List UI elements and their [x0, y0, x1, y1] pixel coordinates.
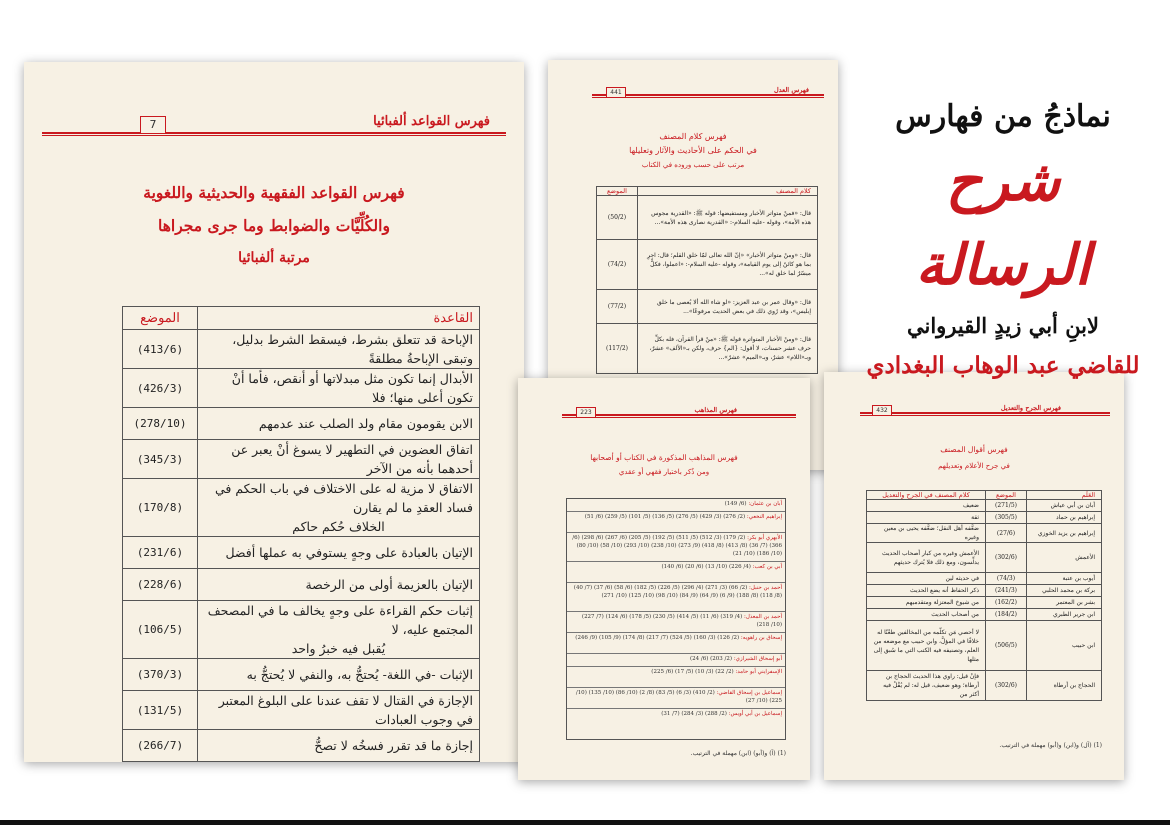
entry-name: الإسفرايني أبو حامد:: [735, 669, 782, 675]
entry-name: إسماعيل بن إسحاق القاضي:: [716, 690, 782, 696]
rule-text: إجازة ما قد تقرر فسخُه لا تصحُّ: [198, 730, 480, 762]
page-schools-index: [518, 378, 810, 780]
critique-text: من أصحاب الحديث: [867, 609, 986, 621]
page-rules-index: [24, 62, 524, 762]
table-row: [867, 597, 1102, 609]
person-name: أبان بن أبي عياش: [1027, 500, 1102, 512]
rule-location: (266/7): [123, 730, 198, 762]
critique-text: من شيوخ المعتزلة ومتقدميهم: [867, 597, 986, 609]
person-name: ابن حبيب: [1027, 621, 1102, 671]
entry-location: (302/6): [986, 543, 1027, 573]
list-item: [567, 667, 785, 688]
table-row: [867, 543, 1102, 573]
rule-location: (231/6): [123, 537, 198, 569]
heading-line-3: مرتبة ألفبائيا: [238, 250, 310, 266]
col-header-location: الموضع: [986, 491, 1027, 500]
list-item: [567, 654, 785, 667]
statement-location: (117/2): [597, 324, 638, 374]
list-item: [567, 562, 785, 583]
list-item: [567, 688, 785, 709]
table-row: [597, 324, 818, 374]
page-header: [824, 402, 1124, 418]
table-row: [123, 408, 480, 440]
col-header-name: العَلَم: [1027, 491, 1102, 500]
title-subtitle: لابنِ أبي زيدٍ القيرواني: [906, 313, 1100, 338]
table-row: [597, 240, 818, 290]
col-header-location: الموضع: [597, 187, 638, 196]
table-header-row: [867, 491, 1102, 500]
critique-text: في حديثه لين: [867, 573, 986, 585]
heading-line-1: فهرس القواعد الفقهية والحديثية واللغوية: [143, 183, 405, 202]
entry-refs: (2/ 203) (6/ 24): [689, 656, 733, 662]
table-row: [123, 691, 480, 730]
table-row: [597, 196, 818, 240]
rule-location: (228/6): [123, 569, 198, 601]
table-header-row: [597, 187, 818, 196]
col-header-text: كلام المصنف في الجرح والتعديل: [867, 491, 986, 500]
rule-location: (131/5): [123, 691, 198, 730]
table-row: [123, 369, 480, 408]
entry-refs: (6/ 149): [724, 501, 747, 507]
list-item: [567, 612, 785, 633]
entry-name: أبو إسحاق الشيرازي:: [733, 656, 782, 662]
statement-text: قال: «فمنْ متواتر الأخبار ومستفيضها: قوله ﷺ: «القدرية مجوس هذه الأمة»، وقوله -عليه السلام-: «القدرية نصارى هذه الأمة»...: [638, 196, 818, 240]
index-heading: [24, 176, 524, 275]
rule-text: اتفاق العضوين في التطهير لا يسوغ أنْ يعبر عن أحدهما بأنه من الآخر: [198, 440, 480, 479]
rule-location: (278/10): [123, 408, 198, 440]
table-row: [123, 330, 480, 369]
table-row: [867, 500, 1102, 512]
statement-text: قال: «ومنْ متواتر الأخبار» «إنّ الله تعالى لمّا خلق القلم؛ قال: اجرِ بما هو كائنٌ إلى يوم القيامة»، وقوله -عليه السلام-: «اعملوا، فكلٌّ ميسّرٌ لما خلق له»...: [638, 240, 818, 290]
table-row: [867, 621, 1102, 671]
person-name: بشر بن المعتمر: [1027, 597, 1102, 609]
person-name: أيوب بن عتبة: [1027, 573, 1102, 585]
entry-name: إسماعيل بن أبي أويس:: [728, 711, 782, 717]
rule-location: (370/3): [123, 659, 198, 691]
critique-text: فإنْ قيل: راوي هذا الحديث الحجاج بن أرطاة؛ وهو ضعيف، قيل له: لم يُقْلْ فيه أكثر من: [867, 671, 986, 701]
person-name: الأعمش: [1027, 543, 1102, 573]
header-title: فهرس القواعد ألفبائيا: [369, 114, 494, 129]
table-row: [123, 730, 480, 762]
index-heading: [518, 450, 810, 480]
entry-refs: (2/ 66) (3/ 271) (4/ 296) (5/ 226) (5/ 182) (6/ 58) (6/ 37) (7/ 40) (8/ 118) (8/ 188) (9/ 6) (9/ 64) (9/ 84) (10/ 98) (10/ 125) (10/ 271): [573, 585, 782, 599]
rule-location: (345/3): [123, 440, 198, 479]
page-number: 7: [140, 116, 166, 134]
entry-location: (162/2): [986, 597, 1027, 609]
col-header-location: الموضع: [123, 307, 198, 330]
heading-line-2: ومن ذُكر باختيار فقهي أو عقدي: [618, 468, 710, 476]
table-row: [123, 440, 480, 479]
entry-name: إسحاق بن راهويه:: [740, 635, 782, 641]
bottom-border: [0, 820, 1170, 825]
critique-text: ضعيف: [867, 500, 986, 512]
heading-line-3: مرتب على حسب وروده في الكتاب: [641, 161, 745, 169]
person-name: إبراهيم بن حماد: [1027, 512, 1102, 524]
table-row: [123, 479, 480, 537]
person-name: ابن جرير الطبري: [1027, 609, 1102, 621]
rule-text: [198, 601, 480, 659]
entry-location: (74/3): [986, 573, 1027, 585]
entry-location: (27/6): [986, 524, 1027, 543]
statement-location: (50/2): [597, 196, 638, 240]
entry-name: أحمد بن حنبل:: [749, 585, 782, 591]
criticism-table: [866, 490, 1102, 701]
rule-text: [198, 479, 480, 537]
entry-name: أحمد بن المعذل:: [744, 614, 782, 620]
list-item: [567, 709, 785, 721]
table-row: [867, 524, 1102, 543]
entry-location: (184/2): [986, 609, 1027, 621]
table-row: [123, 601, 480, 659]
rule-text: الإجازة في القتال لا تقف عندنا على البلوغ المعتبر في وجوب العبادات: [198, 691, 480, 730]
statement-text: قال: «وقال عمر بن عبد العزيز: «لو شاء الله ألا يُعصى ما خلق إبليس»، وقد رُوي ذلك في بعض الحديث مرفوعًا»...: [638, 290, 818, 324]
entry-refs: (2/ 276) (3/ 429) (5/ 276) (5/ 136) (5/ 101) (5/ 259) (6/ 51): [584, 514, 746, 520]
rule-location: (106/5): [123, 601, 198, 659]
table-row: [597, 290, 818, 324]
page-number: 441: [606, 87, 626, 98]
entry-name: إبراهيم النخعي:: [746, 514, 782, 520]
list-item: [567, 512, 785, 533]
page-header: [518, 404, 810, 420]
rule-text: الإتيان بالعبادة على وجهٍ يستوفي به عملها أفضل: [198, 537, 480, 569]
rule-location: (170/8): [123, 479, 198, 537]
header-title: فهرس العدل: [771, 86, 812, 94]
author-statements-table: [596, 186, 818, 374]
rule-text-line-2: يُقبل فيه خبرُ واحد: [291, 641, 386, 656]
heading-line-1: فهرس أقوال المصنف: [940, 445, 1008, 454]
rule-text-line-2: الخلاف حُكم حاكم: [292, 519, 385, 534]
list-item: [567, 499, 785, 512]
statement-location: (77/2): [597, 290, 638, 324]
entry-refs: (2/ 179) (3/ 512) (5/ 511) (5/ 192) (5/ 205) (6/ 267) (6/ 298) (6/ 366) (7/ 36) (8/ 413) (8/ 418) (9/ 273) (10/ 238) (10/ 293) (10/ 58) (10/ 80) (10/ 186) (10/ 21): [572, 535, 782, 557]
critique-text: ضعَّفه أهل النقل؛ ضعَّفه يحيى بن معين وغيره: [867, 524, 986, 543]
rule-text: الابن يقومون مقام ولد الصلب عند عدمهم: [198, 408, 480, 440]
critique-text: ثقة: [867, 512, 986, 524]
page-criticism-index: [824, 372, 1124, 780]
table-row: [867, 671, 1102, 701]
entry-refs: (4/ 226) (10/ 13) (6/ 20) (6/ 140): [661, 564, 751, 570]
heading-line-1: فهرس المذاهب المذكورة في الكتاب أو أصحابها: [590, 453, 738, 462]
table-header-row: [123, 307, 480, 330]
entry-location: (271/5): [986, 500, 1027, 512]
book-title-block: [858, 95, 1148, 379]
page-header: [548, 84, 838, 100]
entry-refs: (4/ 319) (6/ 11) (5/ 414) (5/ 230) (5/ 178) (6/ 124) (7/ 227) (10/ 218): [581, 614, 782, 628]
list-item: [567, 633, 785, 654]
table-row: [123, 569, 480, 601]
list-item: [567, 533, 785, 562]
schools-list: [566, 498, 786, 740]
book-main-title: شرح الرسالة: [915, 148, 1091, 298]
heading-line-2: في جرح الأعلام وتعديلهم: [938, 462, 1010, 470]
entry-refs: (2/ 288) (3/ 284) (7/ 31): [661, 711, 727, 717]
entry-location: (506/5): [986, 621, 1027, 671]
entry-refs: (2/ 410) (3/ 6) (5/ 83) (8/ 2) (10/ 86) (10/ 135) (10/ 225) (10/ 27): [575, 690, 782, 704]
statement-text: قال: «ومنْ الأخبار المتواترة قوله ﷺ: «منْ قرأ القرآن، فله بكلِّ حرف عشر حسنات، لا أقول: {الم} حرف، ولكن بـ«الألف» عشرٌ، وبـ«اللام» عشرٌ، وبـ«الميم» عشرٌ»...: [638, 324, 818, 374]
index-heading: [548, 130, 838, 172]
entry-location: (302/6): [986, 671, 1027, 701]
list-item: [567, 583, 785, 612]
critique-text: لا أحصي مَن تكلّمه من المخالفين طعْنًا له خلافًا في المؤلَّ، وابن حبيب مع موضعه من العلم، وتصنيفه فيه الكتب التي ما سُبق إلى مثلها: [867, 621, 986, 671]
rule-text-line-1: إثبات حكم القراءة على وجهٍ يخالف ما في المصحف المجتمع عليه، لا: [207, 603, 473, 637]
critique-text: ذكر الحفاظ أنه يضع الحديث: [867, 585, 986, 597]
rule-text: الإتيان بالعزيمة أولى من الرخصة: [198, 569, 480, 601]
person-name: الحجاج بن أرطاة: [1027, 671, 1102, 701]
header-title: فهرس المذاهب: [692, 406, 740, 414]
table-row: [867, 585, 1102, 597]
page-number: 223: [576, 407, 596, 418]
rule-text: الإباحة قد تتعلق بشرط، فيسقط الشرط بدليل، وتبقى الإباحةُ مطلقةً: [198, 330, 480, 369]
rules-table: [122, 306, 480, 762]
rule-text-line-1: الاتفاق لا مزية له على الاختلاف في باب الحكم في فساد العقدِ ما لم يقارن: [214, 481, 473, 515]
title-top-line: نماذجُ من فهارس: [895, 99, 1111, 134]
entry-name: أبي بن كعب:: [752, 564, 782, 570]
rule-text: الأبدال إنما تكون مثل مبدلاتها أو أنقص، فأما أنْ تكون أعلى منها؛ فلا: [198, 369, 480, 408]
critique-text: الأعمش وغيره من كبار أصحاب الحديث يدلِّسون، ومع ذلك فلا يُترك حديثهم: [867, 543, 986, 573]
entry-location: (241/3): [986, 585, 1027, 597]
entry-refs: (2/ 22) (3/ 10) (5/ 17) (6/ 225): [651, 669, 734, 675]
person-name: إبراهيم بن يزيد الخوزي: [1027, 524, 1102, 543]
entry-name: أبان بن عثمان:: [748, 501, 782, 507]
table-row: [867, 573, 1102, 585]
heading-line-1: فهرس كلام المصنف: [659, 132, 727, 141]
page-header: [24, 114, 524, 138]
table-row: [867, 512, 1102, 524]
title-author: للقاضي عبد الوهاب البغدادي: [866, 352, 1140, 379]
col-header-rule: القاعدة: [198, 307, 480, 330]
person-name: بركة بن محمد الحلبي: [1027, 585, 1102, 597]
footnote: (1) (آ) و(أبو) (ابن) مهملة في الترتيب.: [690, 750, 786, 757]
heading-line-2: والكُلِّيَّات والضوابط وما جرى مجراها: [158, 216, 390, 235]
table-row: [123, 659, 480, 691]
statement-location: (74/2): [597, 240, 638, 290]
col-header-text: كلام المصنف: [638, 187, 818, 196]
footnote: (1) (آل) و(ابن) و(أبو) مهملة في الترتيب.: [999, 742, 1102, 749]
heading-line-2: في الحكم على الأحاديث والآثار وتعليلها: [629, 146, 757, 155]
rule-text: الإثبات -في اللغة- يُحتجُّ به، والنفي لا يُحتجُّ به: [198, 659, 480, 691]
index-heading: [824, 442, 1124, 474]
rule-location: (413/6): [123, 330, 198, 369]
table-row: [123, 537, 480, 569]
rule-location: (426/3): [123, 369, 198, 408]
entry-refs: (2/ 126) (3/ 160) (5/ 524) (7/ 217) (8/ 174) (9/ 105) (9/ 246): [575, 635, 740, 641]
table-row: [867, 609, 1102, 621]
page-number: 432: [872, 405, 892, 416]
entry-name: الأبهري أبو بكر:: [747, 535, 782, 541]
header-title: فهرس الجرح والتعديل: [998, 404, 1064, 412]
entry-location: (305/5): [986, 512, 1027, 524]
